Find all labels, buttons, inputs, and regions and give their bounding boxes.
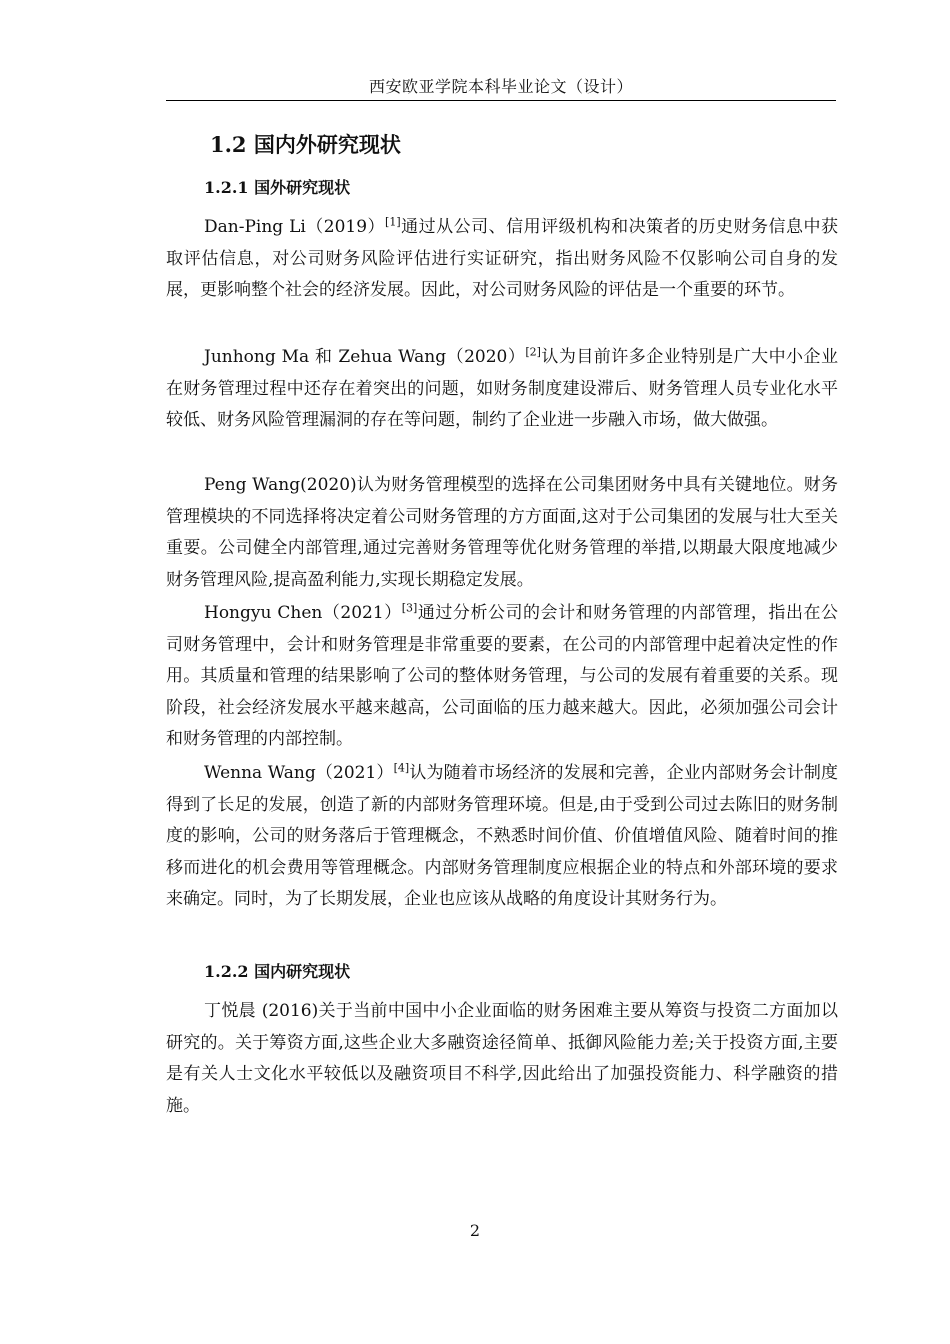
paragraph-junhong-ma: [166, 342, 838, 437]
paragraph-body: 通过从公司、信用评级机构和决策者的历史财务信息中获取评估信息，对公司财务风险评估进行实证研究，指出财务风险不仅影响公司自身的发展，更影响整个社会的经济发展。因此，对公司财务风险的评估是一个重要的环节。: [166, 217, 839, 300]
subsection-heading-foreign: 1.2.1 国外研究现状: [204, 178, 351, 197]
paragraph-peng-wang: [166, 470, 838, 596]
page-number: 2: [469, 1221, 481, 1240]
paragraph-body: 通过分析公司的会计和财务管理的内部管理，指出在公司财务管理中，会计和财务管理是非常重要的要素，在公司的内部管理中起着决定性的作用。其质量和管理的结果影响了公司的整体财务管理，与公司的发展有着重要的关系。现阶段，社会经济发展水平越来越高，公司面临的压力越来越大。因此，必须加强公司会计和财务管理的内部控制。: [166, 603, 839, 749]
paragraph-lead: Peng Wang(2020): [204, 475, 357, 495]
paragraph-lead: 丁悦晨 (2016): [204, 1001, 319, 1021]
citation-ref: [3]: [401, 601, 418, 615]
paragraph-body: 认为财务管理模型的选择在公司集团财务中具有关键地位。财务管理模块的不同选择将决定着公司财务管理的方方面面,这对于公司集团的发展与壮大至关重要。公司健全内部管理,通过完善财务管理等优化财务管理的举措,以期最大限度地减少财务管理风险,提高盈利能力,实现长期稳定发展。: [166, 475, 838, 590]
paragraph-wenna-wang: [166, 758, 838, 916]
subsection-heading-domestic: 1.2.2 国内研究现状: [204, 962, 351, 981]
paragraph-lead: Junhong Ma 和 Zehua Wang（2020）: [204, 347, 526, 367]
paragraph-lead: Hongyu Chen（2021）: [204, 603, 402, 623]
citation-ref: [2]: [525, 345, 541, 359]
paragraph-hongyu-chen: [166, 598, 838, 756]
paragraph-body: 认为目前许多企业特别是广大中小企业在财务管理过程中还存在着突出的问题，如财务制度建设滞后、财务管理人员专业化水平较低、财务风险管理漏洞的存在等问题，制约了企业进一步融入市场，做大做强。: [166, 347, 839, 430]
paragraph-dan-ping-li: [166, 212, 838, 307]
paragraph-lead: Dan-Ping Li（2019）: [204, 217, 386, 237]
paragraph-lead: Wenna Wang（2021）: [204, 763, 394, 783]
paragraph-body: 认为随着市场经济的发展和完善，企业内部财务会计制度得到了长足的发展，创造了新的内部财务管理环境。但是,由于受到公司过去陈旧的财务制度的影响，公司的财务落后于管理概念，不熟悉时间价值、价值增值风险、随着时间的推移而进化的机会费用等管理概念。内部财务管理制度应根据企业的特点和外部环境的要求来确定。同时，为了长期发展，企业也应该从战略的角度设计其财务行为。: [166, 763, 838, 909]
citation-ref: [4]: [393, 761, 410, 775]
paragraph-body: 关于当前中国中小企业面临的财务困难主要从筹资与投资二方面加以研究的。关于筹资方面,这些企业大多融资途径简单、抵御风险能力差;关于投资方面,主要是有关人士文化水平较低以及融资项目不科学,因此给出了加强投资能力、科学融资的措施。: [166, 1001, 838, 1116]
paragraph-ding-yuechen: [166, 996, 838, 1122]
header-rule: [166, 100, 836, 101]
running-header: 西安欧亚学院本科毕业论文（设计）: [368, 77, 633, 96]
citation-ref: [1]: [385, 215, 401, 229]
section-heading: 1.2 国内外研究现状: [210, 132, 401, 157]
